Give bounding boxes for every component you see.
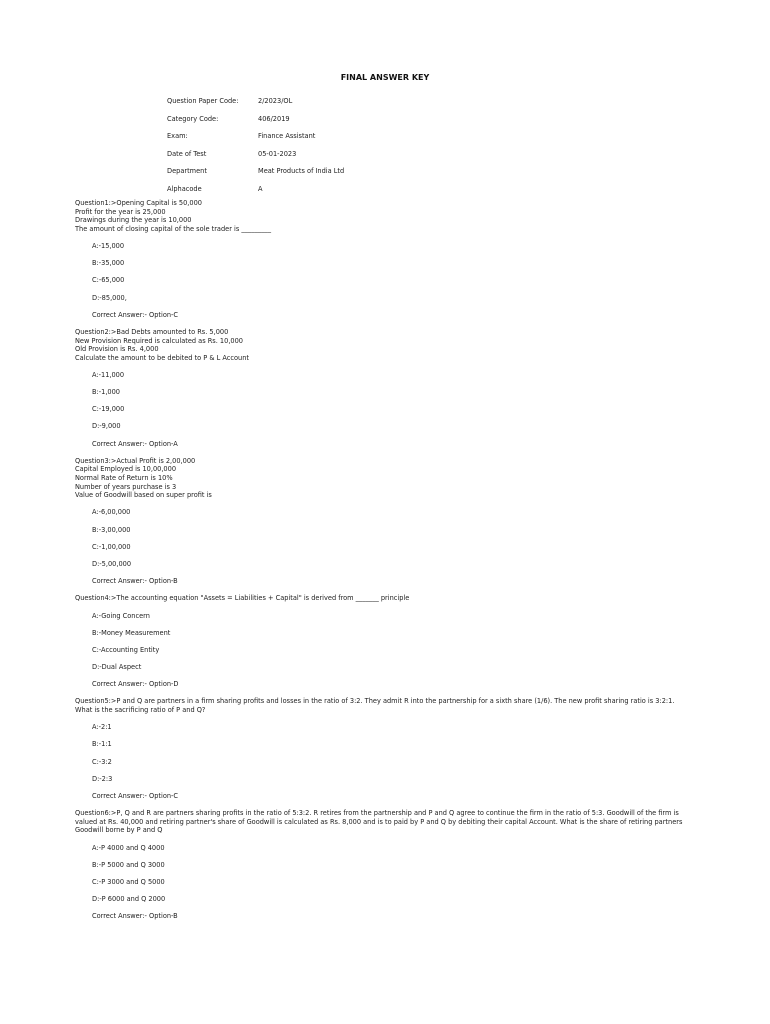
option-a: A:-6,00,000 bbox=[92, 508, 131, 517]
option-d: D:-2:3 bbox=[92, 774, 113, 783]
option-c: C:-19,000 bbox=[92, 405, 125, 414]
question-6 bbox=[75, 809, 695, 921]
question-text: Question1:>Opening Capital is 50,000 Profit for the year is 25,000 Drawings during the year is 10,000 The amount of closing capital of the sole trader is _________ bbox=[75, 199, 272, 233]
question-3 bbox=[75, 457, 695, 586]
question-text: Question3:>Actual Profit is 2,00,000 Capital Employed is 10,00,000 Normal Rate of Return is 10% Number of years purchase is 3 Value of Goodwill based on super profit is bbox=[75, 456, 212, 500]
option-a: A:-11,000 bbox=[92, 370, 125, 379]
detail-value: 406/2019 bbox=[258, 114, 290, 123]
question-1 bbox=[75, 199, 695, 319]
detail-label: Question Paper Code: bbox=[167, 97, 239, 105]
option-a: A:-15,000 bbox=[92, 241, 125, 250]
question-list bbox=[75, 199, 695, 929]
correct-answer: Correct Answer:- Option-C bbox=[92, 310, 179, 319]
option-a: A:-2:1 bbox=[92, 723, 112, 732]
option-b: B:-P 5000 and Q 3000 bbox=[92, 860, 165, 869]
option-d: D:-9,000 bbox=[92, 422, 121, 431]
detail-label: Category Code: bbox=[167, 114, 219, 123]
detail-value: Finance Assistant bbox=[258, 132, 316, 141]
option-c: C:-1,00,000 bbox=[92, 542, 131, 551]
option-d: D:-85,000, bbox=[92, 293, 127, 302]
detail-label: Department bbox=[167, 167, 207, 176]
option-a: A:-P 4000 and Q 4000 bbox=[92, 843, 165, 852]
option-a: A:-Going Concern bbox=[92, 611, 150, 620]
correct-answer: Correct Answer:- Option-C bbox=[92, 791, 179, 800]
question-4 bbox=[75, 594, 695, 689]
option-c: C:-65,000 bbox=[92, 276, 125, 285]
detail-value: 2/2023/OL bbox=[258, 97, 293, 105]
detail-value: 05-01-2023 bbox=[258, 149, 297, 158]
option-b: B:-1:1 bbox=[92, 740, 112, 749]
option-b: B:-3,00,000 bbox=[92, 525, 131, 534]
question-5 bbox=[75, 697, 695, 800]
detail-value: A bbox=[258, 184, 263, 193]
correct-answer: Correct Answer:- Option-B bbox=[92, 912, 178, 921]
detail-label: Exam: bbox=[167, 132, 188, 141]
question-2 bbox=[75, 328, 695, 448]
question-text: Question5:>P and Q are partners in a firm sharing profits and losses in the ratio of 3:2. They admit R into the partnership for a sixth share (1/6). The new profit sharing ratio is 3:2:1. What is the sacrificing ratio of P and Q? bbox=[75, 697, 675, 715]
option-c: C:-Accounting Entity bbox=[92, 645, 160, 654]
option-d: D:-Dual Aspect bbox=[92, 663, 142, 672]
option-d: D:-P 6000 and Q 2000 bbox=[92, 895, 166, 904]
question-text: Question4:>The accounting equation "Assets = Liabilities + Capital" is derived from _______ principle bbox=[75, 594, 410, 603]
option-b: B:-Money Measurement bbox=[92, 628, 171, 637]
option-c: C:-P 3000 and Q 5000 bbox=[92, 877, 165, 886]
option-c: C:-3:2 bbox=[92, 757, 112, 766]
correct-answer: Correct Answer:- Option-D bbox=[92, 680, 179, 689]
page-title: FINAL ANSWER KEY bbox=[340, 73, 430, 82]
correct-answer: Correct Answer:- Option-B bbox=[92, 577, 178, 586]
question-text: Question2:>Bad Debts amounted to Rs. 5,000 New Provision Required is calculated as Rs. 10,000 Old Provision is Rs. 4,000 Calculate the amount to be debited to P & L Account bbox=[75, 327, 250, 362]
detail-value: Meat Products of India Ltd bbox=[258, 167, 345, 176]
correct-answer: Correct Answer:- Option-A bbox=[92, 439, 178, 448]
option-b: B:-35,000 bbox=[92, 259, 125, 268]
detail-label: Date of Test bbox=[167, 149, 207, 158]
option-d: D:-5,00,000 bbox=[92, 559, 132, 568]
option-b: B:-1,000 bbox=[92, 388, 121, 397]
detail-label: Alphacode bbox=[167, 184, 202, 193]
question-text: Question6:>P, Q and R are partners sharing profits in the ratio of 5:3:2. R retires from the partnership and P and Q agree to continue the firm in the ratio of 5:3. Goodwill of the firm is valued at Rs. 40,000 and retiring partner's share of Goodwill is calculated as Rs. 8,000 and is to paid by P and Q by debiting their capital Account. What is the share of retiring partners Goodwill borne by P and Q bbox=[75, 809, 683, 835]
